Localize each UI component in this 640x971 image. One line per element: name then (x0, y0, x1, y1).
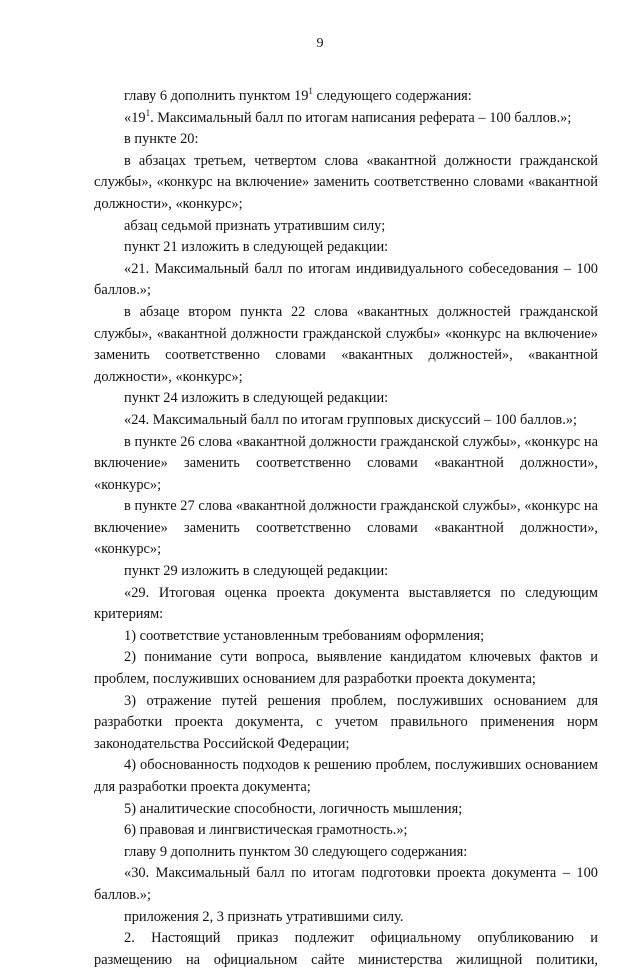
list-item: 3) отражение путей решения проблем, послуживших основанием для разработки проекта документа, с учетом правильного применения норм законодательства Российской Федерации; (94, 692, 598, 752)
paragraph: приложения 2, 3 признать утратившими силу. (124, 908, 404, 925)
superscript: 1 (145, 107, 151, 118)
text-fragment: главу 6 дополнить пунктом 19 (124, 88, 309, 104)
paragraph: «24. Максимальный балл по итогам групповых дискуссий – 100 баллов.»; (124, 411, 577, 428)
list-item: 5) аналитические способности, логичность мышления; (124, 800, 463, 817)
paragraph: пункт 21 изложить в следующей редакции: (124, 239, 389, 256)
paragraph: в пункте 26 слова «вакантной должности гражданской службы», «конкурс на включение» заменить соответственно словами «вакантной должности», «конкурс»; (94, 433, 598, 493)
document-body (94, 86, 598, 971)
paragraph: в пункте 27 слова «вакантной должности гражданской службы», «конкурс на включение» заменить соответственно словами «вакантной должности», «конкурс»; (94, 498, 598, 558)
paragraph: пункт 24 изложить в следующей редакции: (124, 390, 389, 407)
text-fragment: следующего содержания: (312, 88, 472, 104)
paragraph: главу 9 дополнить пунктом 30 следующего содержания: (124, 843, 468, 860)
paragraph: в абзаце втором пункта 22 слова «вакантных должностей гражданской службы», «вакантной должности гражданской службы» «конкурс на включение» заменить соответственно словами «вакантных должностей», «вакантной должности», «конкурс»; (94, 303, 598, 385)
paragraph-chapter-6 (94, 86, 598, 108)
paragraph: абзац седьмой признать утратившим силу; (124, 217, 386, 234)
paragraph-item-19-1 (94, 108, 598, 130)
list-item: 2) понимание сути вопроса, выявление кандидатом ключевых фактов и проблем, послуживших основанием для разработки проекта документа; (94, 649, 598, 688)
list-item: 6) правовая и лингвистическая грамотность.»; (124, 822, 408, 839)
superscript: 1 (308, 86, 313, 97)
list-item: 1) соответствие установленным требованиям оформления; (124, 627, 485, 644)
page-number: 9 (316, 36, 324, 51)
paragraph: в абзацах третьем, четвертом слова «вакантной должности гражданской службы», «конкурс на включение» заменить соответственно словами «вакантной должности», «конкурс»; (94, 152, 598, 212)
text-fragment: «19 (124, 109, 146, 126)
paragraph: «30. Максимальный балл по итогам подготовки проекта документа – 100 баллов.»; (94, 865, 598, 903)
list-item: 4) обоснованность подходов к решению проблем, послуживших основанием для разработки проекта документа; (94, 757, 598, 795)
paragraph: «29. Итоговая оценка проекта документа выставляется по следующим критериям: (94, 584, 598, 623)
paragraph: 2. Настоящий приказ подлежит официальному опубликованию и размещению на официальном сайте министерства жилищной политики, (94, 930, 598, 968)
text-fragment: . Максимальный балл по итогам написания реферата – 100 баллов.»; (150, 109, 572, 126)
paragraph: в пункте 20: (124, 131, 199, 148)
paragraph: «21. Максимальный балл по итогам индивидуального собеседования – 100 баллов.»; (94, 260, 598, 299)
paragraph: пункт 29 изложить в следующей редакции: (124, 563, 389, 580)
